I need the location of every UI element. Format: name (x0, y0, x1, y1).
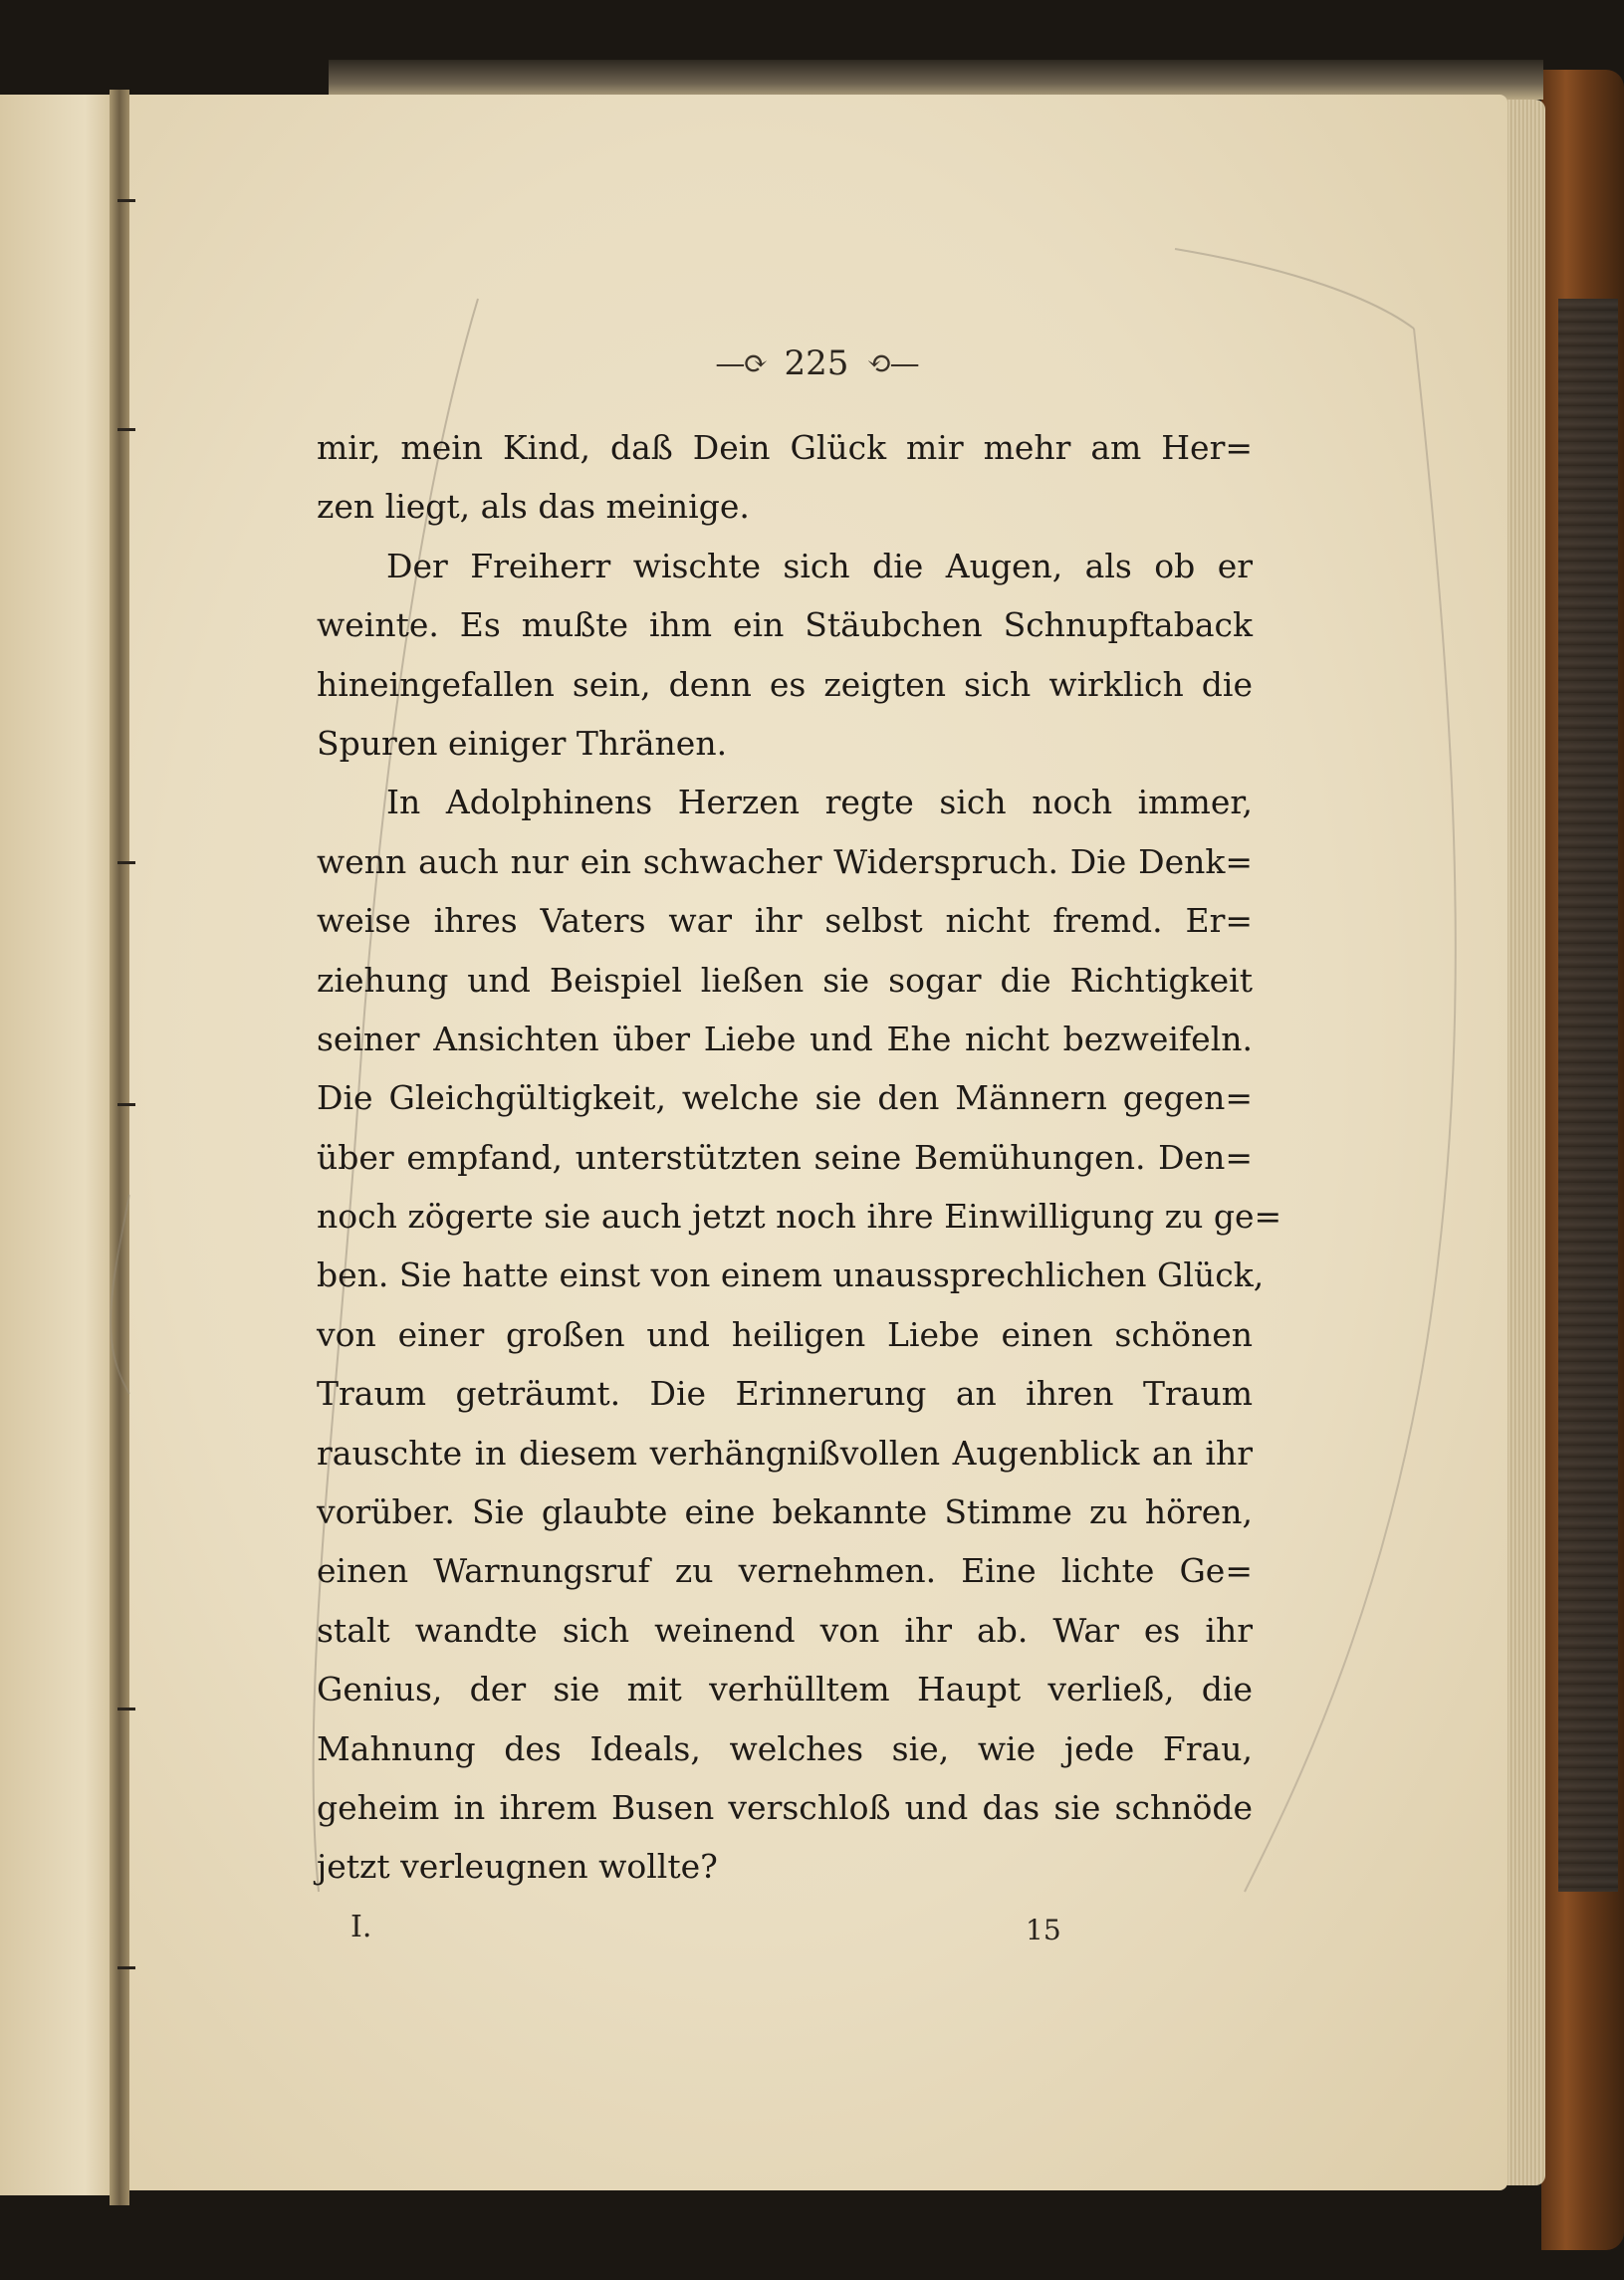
text-line: Mahnung des Ideals, welches sie, wie jede Frau, (317, 1728, 1253, 1768)
left-page-edge (0, 95, 121, 2195)
signature-mark: I. (350, 1910, 372, 1944)
text-line: über empfand, unterstützten seine Bemühungen. Den= (317, 1137, 1253, 1177)
text-line: Die Gleichgültigkeit, welche sie den Männern gegen= (317, 1078, 1253, 1118)
text-line: rauschte in diesem verhängnißvollen Augenblick an ihr (317, 1433, 1253, 1473)
text-line: stalt wandte sich weinend von ihr ab. War es ihr (317, 1610, 1253, 1650)
text-line: ben. Sie hatte einst von einem unaussprechlichen Glück, (317, 1255, 1265, 1295)
gutter-mark (117, 1966, 135, 1969)
text-line: einen Warnungsruf zu vernehmen. Eine lichte Ge= (317, 1551, 1253, 1591)
text-line: mir, mein Kind, daß Dein Glück mir mehr am Her= (317, 428, 1253, 467)
gutter-mark (117, 1708, 135, 1710)
sheet-number: 15 (1026, 1914, 1061, 1946)
text-line: ziehung und Beispiel ließen sie sogar die Richtigkeit (317, 960, 1253, 1000)
ornament-left-icon: —⟳ (715, 345, 767, 381)
text-line: geheim in ihrem Busen verschloß und das sie schnöde (317, 1787, 1253, 1827)
page-stack-edges (1506, 100, 1545, 2185)
gutter-mark (117, 1103, 135, 1106)
text-line: Traum geträumt. Die Erinnerung an ihren Traum (317, 1374, 1253, 1414)
page-top-shadow (329, 60, 1543, 100)
text-line: seiner Ansichten über Liebe und Ehe nicht bezweifeln. (317, 1019, 1253, 1058)
text-line: jetzt verleugnen wollte? (317, 1847, 718, 1887)
book-gutter (110, 90, 129, 2205)
body-text (317, 418, 1282, 1897)
text-line: Spuren einiger Thränen. (317, 723, 728, 763)
running-head (597, 339, 1036, 388)
ornament-right-icon: ⟲— (866, 345, 918, 381)
book-spine-texture (1558, 299, 1618, 1892)
text-line: noch zögerte sie auch jetzt noch ihre Einwilligung zu ge= (317, 1197, 1282, 1237)
gutter-mark (117, 861, 135, 864)
text-line: zen liegt, als das meinige. (317, 487, 750, 527)
text-line: In Adolphinens Herzen regte sich noch immer, (386, 783, 1253, 822)
text-line: weise ihres Vaters war ihr selbst nicht fremd. Er= (317, 901, 1253, 941)
text-line: Der Freiherr wischte sich die Augen, als ob er (386, 546, 1253, 585)
text-line: weinte. Es mußte ihm ein Stäubchen Schnupftaback (317, 605, 1253, 645)
gutter-mark (117, 199, 135, 202)
text-line: von einer großen und heiligen Liebe einen schönen (317, 1314, 1253, 1354)
text-line: vorüber. Sie glaubte eine bekannte Stimme zu hören, (317, 1492, 1253, 1532)
text-line: wenn auch nur ein schwacher Widerspruch. Die Denk= (317, 841, 1253, 881)
text-line: Genius, der sie mit verhülltem Haupt verließ, die (317, 1670, 1253, 1710)
page-number: 225 (784, 343, 849, 383)
text-line: hineingefallen sein, denn es zeigten sich wirklich die (317, 664, 1253, 704)
gutter-mark (117, 428, 135, 431)
